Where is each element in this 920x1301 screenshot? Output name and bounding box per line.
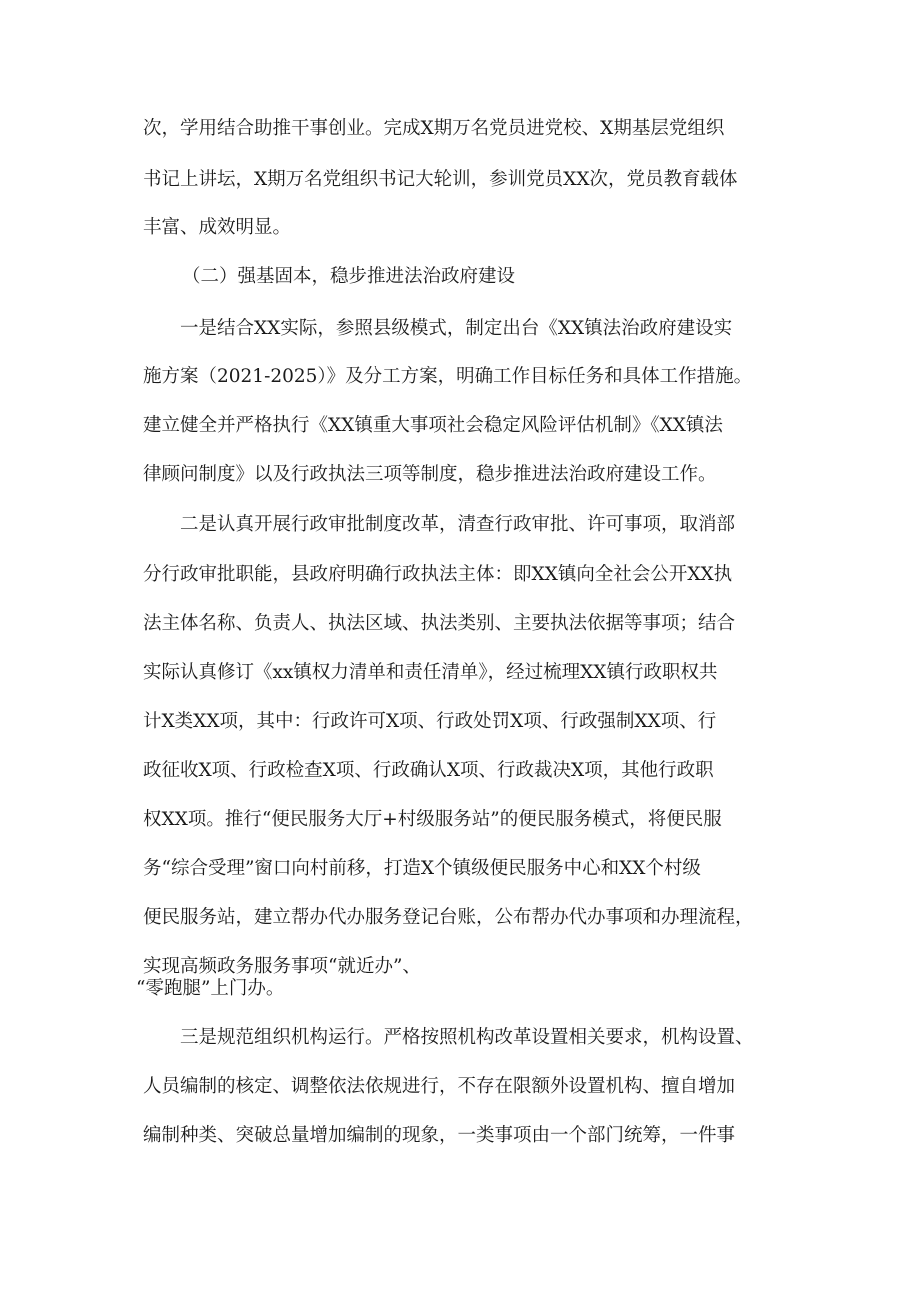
section-heading: （二）强基固本，稳步推进法治政府建设 — [182, 266, 516, 287]
text-line: 施方案（2021-2025）》及分工方案，明确工作目标任务和具体工作措施。 — [143, 366, 753, 387]
text-line: 计X类XX项，其中：行政许可X项、行政处罚X项、行政强制XX项、行 — [143, 711, 717, 732]
text-line: 务“综合受理”窗口向村前移，打造X个镇级便民服务中心和XX个村级 — [143, 858, 701, 879]
text-line: 律顾问制度》以及行政执法三项等制度，稳步推进法治政府建设工作。 — [143, 464, 717, 485]
text-line: 实现高频政务服务事项“就近办”、 — [143, 956, 421, 977]
text-line: 分行政审批职能，县政府明确行政执法主体：即XX镇向全社会公开XX执 — [143, 564, 733, 585]
text-line: 政征收X项、行政检查X项、行政确认X项、行政裁决X项，其他行政职 — [143, 760, 714, 781]
text-line: “零跑腿”上门办。 — [136, 978, 285, 999]
text-line: 便民服务站，建立帮办代办服务登记台账，公布帮办代办事项和办理流程， — [143, 907, 754, 928]
text-line: 法主体名称、负责人、执法区域、执法类别、主要执法依据等事项；结合 — [143, 613, 736, 634]
text-line: 权XX项。推行“便民服务大厅+村级服务站”的便民服务模式，将便民服 — [143, 809, 722, 830]
paragraph-first-line: 三是规范组织机构运行。严格按照机构改革设置相关要求，机构设置、 — [180, 1027, 754, 1048]
paragraph-first-line: 一是结合XX实际，参照县级模式，制定出台《XX镇法治政府建设实 — [180, 318, 733, 339]
text-line: 编制种类、突破总量增加编制的现象，一类事项由一个部门统筹，一件事 — [143, 1125, 736, 1146]
paragraph-first-line: 二是认真开展行政审批制度改革，清查行政审批、许可事项，取消部 — [180, 514, 736, 535]
text-line: 人员编制的核定、调整依法依规进行，不存在限额外设置机构、擅自增加 — [143, 1076, 736, 1097]
text-line: 次，学用结合助推干事创业。完成X期万名党员进党校、X期基层党组织 — [143, 118, 725, 139]
text-line: 书记上讲坛，X期万名党组织书记大轮训，参训党员XX次，党员教育载体 — [143, 169, 738, 190]
text-line: 建立健全并严格执行《XX镇重大事项社会稳定风险评估机制》《XX镇法 — [143, 415, 723, 436]
text-line: 实际认真修订《xx镇权力清单和责任清单》，经过梳理XX镇行政职权共 — [143, 662, 718, 683]
text-line: 丰富、成效明显。 — [143, 217, 292, 238]
